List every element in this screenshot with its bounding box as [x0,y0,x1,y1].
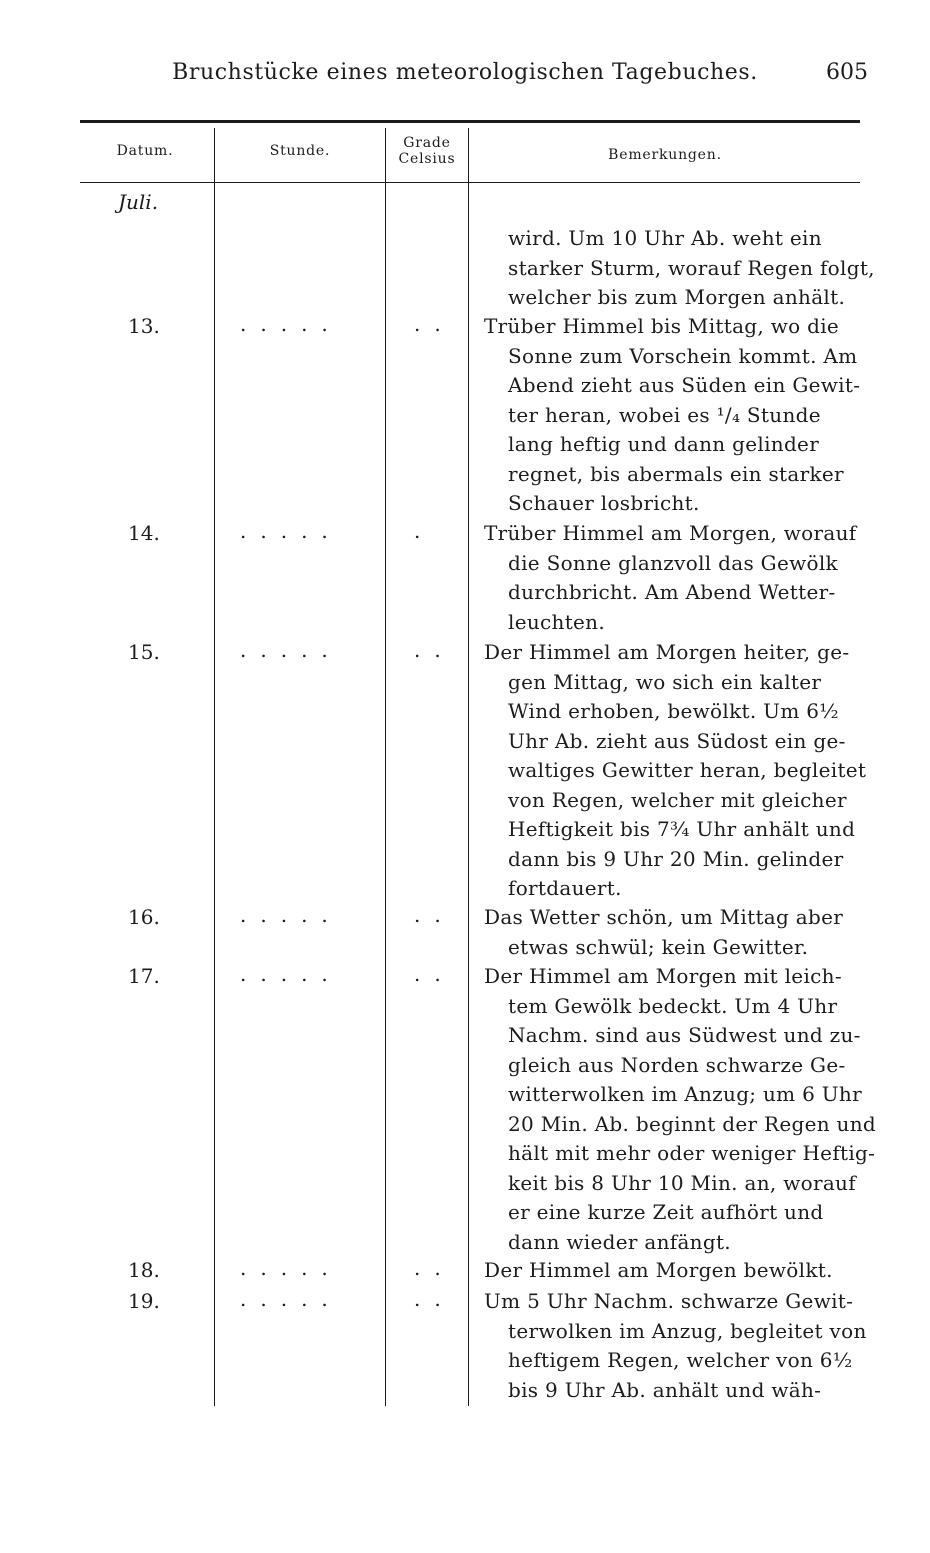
entry-date: 17. [128,964,160,988]
remark-line: gen Mittag, wo sich ein kalter [508,670,822,694]
entry-grade: .. [414,312,455,336]
column-header-datum: Datum. [116,143,174,159]
page-number: 605 [826,60,868,85]
entry-date: 14. [128,521,160,545]
remark-line: fortdauert. [508,876,622,900]
remark-line: welcher bis zum Morgen anhält. [508,285,846,309]
table-header-rule [80,182,860,183]
remark-line: 20 Min. Ab. beginnt der Regen und [508,1112,877,1136]
remark-line: er eine kurze Zeit aufhört und [508,1200,824,1224]
remark-line: Uhr Ab. zieht aus Südost ein ge- [508,729,846,753]
remark-line: etwas schwül; kein Gewitter. [508,935,809,959]
remark-line: Der Himmel am Morgen mit leich- [484,964,842,988]
remark-line: starker Sturm, worauf Regen folgt, [508,256,875,280]
column-header-grade-line2: Celsius [398,151,456,167]
remark-line: keit bis 8 Uhr 10 Min. an, worauf [508,1171,856,1195]
remark-line: hält mit mehr oder weniger Heftig- [508,1141,876,1165]
remark-line: Trüber Himmel bis Mittag, wo die [484,314,840,338]
running-title: Bruchstücke eines meteorologischen Tagebuches. [172,60,758,85]
remark-line: Trüber Himmel am Morgen, worauf [484,521,857,545]
remark-line: regnet, bis abermals ein starker [508,462,844,486]
table-top-rule [80,120,860,123]
entry-stunde: ..... [240,1287,342,1311]
entry-grade: .. [414,962,455,986]
remark-line: dann bis 9 Uhr 20 Min. gelinder [508,847,844,871]
remark-line: ter heran, wobei es ¹/₄ Stunde [508,403,821,427]
remark-line: durchbricht. Am Abend Wetter- [508,580,836,604]
remark-line: Der Himmel am Morgen heiter, ge- [484,640,850,664]
remark-line: Abend zieht aus Süden ein Gewit- [508,373,861,397]
month-label: Juli. [118,190,159,214]
remark-line: heftigem Regen, welcher von 6½ [508,1348,853,1372]
entry-grade: .. [414,1287,455,1311]
remark-line: tem Gewölk bedeckt. Um 4 Uhr [508,994,838,1018]
entry-date: 16. [128,905,160,929]
remark-line: Das Wetter schön, um Mittag aber [484,905,844,929]
remark-line: wird. Um 10 Uhr Ab. weht ein [508,226,822,250]
entry-grade: .. [414,1256,455,1280]
entry-stunde: ..... [240,312,342,336]
remark-line: waltiges Gewitter heran, begleitet [508,758,867,782]
remark-line: Heftigkeit bis 7¾ Uhr anhält und [508,817,856,841]
entry-grade: . [414,519,435,543]
remark-line: Um 5 Uhr Nachm. schwarze Gewit- [484,1289,854,1313]
column-header-stunde: Stunde. [269,143,331,159]
remark-line: gleich aus Norden schwarze Ge- [508,1053,846,1077]
entry-date: 18. [128,1258,160,1282]
column-header-grade-line1: Grade [403,135,451,151]
entry-grade: .. [414,903,455,927]
column-divider-datum [214,128,215,1406]
remark-line: bis 9 Uhr Ab. anhält und wäh- [508,1378,822,1402]
remark-line: Nachm. sind aus Südwest und zu- [508,1023,861,1047]
remark-line: Wind erhoben, bewölkt. Um 6½ [508,699,839,723]
remark-line: terwolken im Anzug, begleitet von [508,1319,867,1343]
entry-stunde: ..... [240,962,342,986]
column-divider-grade [468,128,469,1406]
entry-date: 15. [128,640,160,664]
remark-line: Schauer losbricht. [508,491,700,515]
column-header-grade [388,135,466,167]
entry-grade: .. [414,638,455,662]
remark-line: Sonne zum Vorschein kommt. Am [508,344,858,368]
column-header-bemerkungen: Bemerkungen. [608,147,722,163]
column-divider-stunde [385,128,386,1406]
entry-date: 19. [128,1289,160,1313]
entry-stunde: ..... [240,1256,342,1280]
remark-line: leuchten. [508,610,606,634]
remark-line: Der Himmel am Morgen bewölkt. [484,1258,833,1282]
entry-stunde: ..... [240,638,342,662]
entry-stunde: ..... [240,903,342,927]
remark-line: witterwolken im Anzug; um 6 Uhr [508,1082,862,1106]
remark-line: dann wieder anfängt. [508,1230,731,1254]
remark-line: von Regen, welcher mit gleicher [508,788,847,812]
remark-line: die Sonne glanzvoll das Gewölk [508,551,838,575]
entry-stunde: ..... [240,519,342,543]
entry-date: 13. [128,314,160,338]
remark-line: lang heftig und dann gelinder [508,432,820,456]
